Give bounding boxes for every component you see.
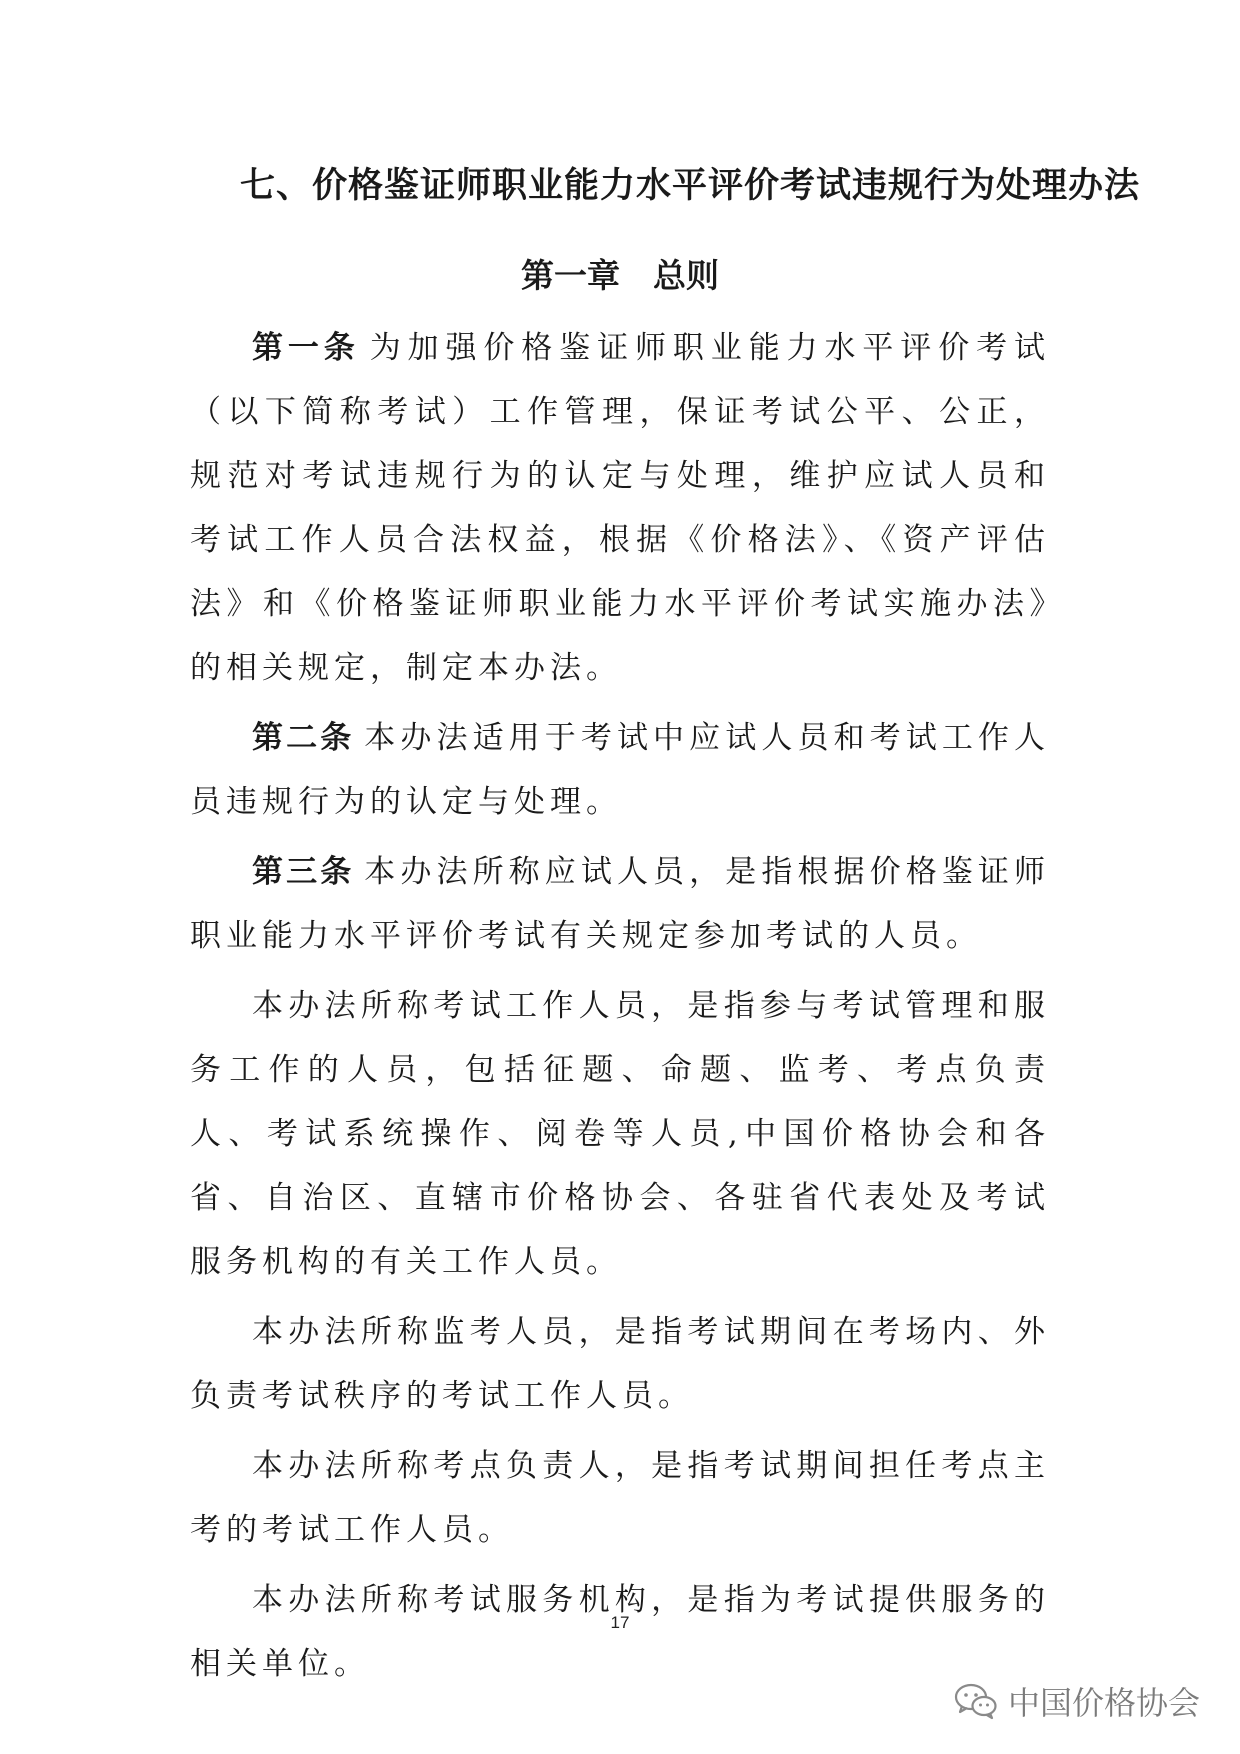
article-lead: 第三条: [252, 854, 355, 890]
page-title: 七、价格鉴证师职业能力水平评价考试违规行为处理办法: [240, 165, 1141, 206]
article-text: 为加强价格鉴证师职业能力水平评价考试（以下简称考试）工作管理，保证考试公平、公正，规范对考试违规行为的认定与处理，维护应试人员和考试工作人员合法权益，根据《价格法》、《资产评估法》和《价格鉴证师职业能力水平评价考试实施办法》的相关规定，制定本办法。: [190, 330, 1051, 686]
article-text: 本办法适用于考试中应试人员和考试工作人员违规行为的认定与处理。: [190, 720, 1051, 820]
article-1: [190, 316, 1050, 700]
article-2: [190, 706, 1050, 834]
document-body: [190, 316, 1050, 1702]
paragraph-text: 本办法所称考试工作人员，是指参与考试管理和服务工作的人员，包括征题、命题、监考、考点负责人、考试系统操作、阅卷等人员,中国价格协会和各省、自治区、直辖市价格协会、各驻省代表处及考试服务机构的有关工作人员。: [190, 988, 1050, 1280]
wechat-icon: [954, 1682, 998, 1720]
article-lead: 第一条: [252, 330, 360, 366]
paragraph-text: 本办法所称考点负责人，是指考试期间担任考点主考的考试工作人员。: [190, 1448, 1050, 1548]
paragraph-text: 本办法所称考试服务机构，是指为考试提供服务的相关单位。: [190, 1582, 1050, 1682]
paragraph: [190, 1300, 1050, 1428]
watermark: [954, 1678, 1200, 1724]
article-lead: 第二条: [252, 720, 355, 756]
watermark-text: 中国价格协会: [1007, 1684, 1200, 1722]
chapter-title: 第一章 总则: [521, 256, 719, 295]
article-3: [190, 840, 1050, 968]
paragraph: [190, 974, 1050, 1294]
paragraph-text: 本办法所称监考人员，是指考试期间在考场内、外负责考试秩序的考试工作人员。: [190, 1314, 1050, 1414]
article-text: 本办法所称应试人员，是指根据价格鉴证师职业能力水平评价考试有关规定参加考试的人员。: [190, 854, 1051, 954]
page-number: 17: [610, 1613, 630, 1632]
paragraph: [190, 1434, 1050, 1562]
